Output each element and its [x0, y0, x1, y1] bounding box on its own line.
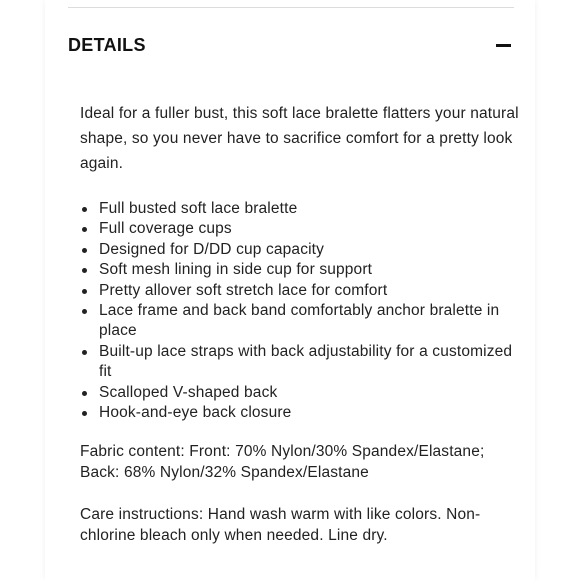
section-divider — [68, 7, 514, 8]
feature-item: Scalloped V-shaped back — [99, 383, 525, 403]
minus-icon-bar — [496, 44, 511, 47]
feature-item: Hook-and-eye back closure — [99, 403, 525, 423]
details-content — [80, 101, 525, 546]
feature-item: Soft mesh lining in side cup for support — [99, 260, 525, 280]
feature-item: Pretty allover soft stretch lace for comfort — [99, 281, 525, 301]
feature-item: Built-up lace straps with back adjustability for a customized fit — [99, 342, 525, 383]
care-instructions: Care instructions: Hand wash warm with like colors. Non-chlorine bleach only when needed. Line dry. — [80, 506, 481, 545]
feature-item: Lace frame and back band comfortably anchor bralette in place — [99, 301, 525, 342]
feature-item: Designed for D/DD cup capacity — [99, 240, 525, 260]
details-title: DETAILS — [68, 35, 146, 55]
fabric-content: Fabric content: Front: 70% Nylon/30% Spandex/Elastane; Back: 68% Nylon/32% Spandex/Elastane — [80, 443, 485, 482]
feature-item: Full coverage cups — [99, 219, 525, 239]
details-accordion-header[interactable] — [68, 30, 516, 60]
product-description: Ideal for a fuller bust, this soft lace bralette flatters your natural shape, so you never have to sacrifice comfort for a pretty look again. — [80, 105, 519, 172]
feature-item: Full busted soft lace bralette — [99, 199, 525, 219]
feature-list — [80, 199, 525, 423]
minus-icon[interactable] — [494, 36, 514, 56]
